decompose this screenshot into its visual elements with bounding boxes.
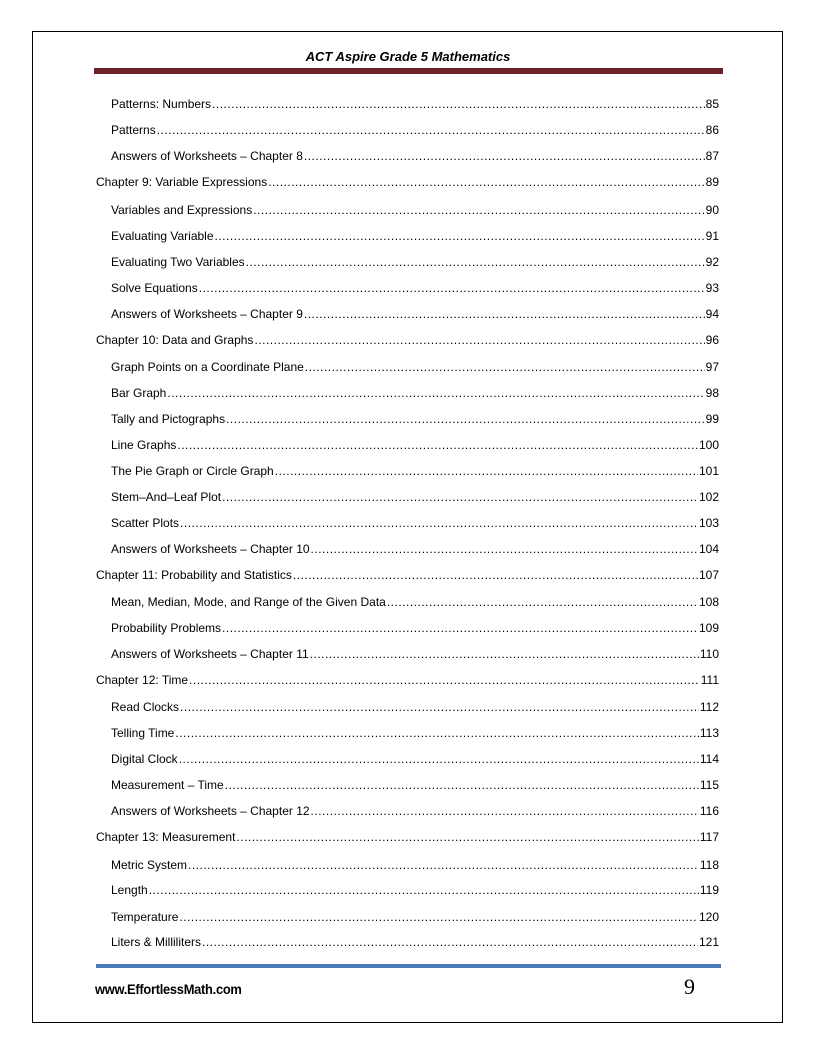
toc-dot-leader [268, 173, 704, 191]
toc-entry-page: 89 [705, 175, 719, 189]
toc-entry-title: Temperature [111, 910, 179, 924]
toc-section-entry[interactable] [111, 540, 719, 558]
toc-entry-title: Patterns: Numbers [111, 97, 212, 111]
toc-dot-leader [225, 776, 699, 794]
toc-entry-page: 114 [699, 752, 719, 766]
toc-entry-page: 102 [698, 490, 719, 504]
toc-dot-leader [199, 279, 705, 297]
toc-dot-leader [149, 881, 699, 899]
toc-entry-page: 104 [698, 542, 719, 556]
toc-entry-title: Metric System [111, 858, 188, 872]
toc-dot-leader [311, 802, 699, 820]
toc-section-entry[interactable] [111, 95, 719, 113]
toc-section-entry[interactable] [111, 305, 719, 323]
toc-entry-page: 116 [699, 804, 719, 818]
toc-dot-leader [157, 121, 705, 139]
toc-entry-title: Line Graphs [111, 438, 177, 452]
toc-dot-leader [202, 933, 698, 951]
toc-entry-title: Answers of Worksheets – Chapter 9 [111, 307, 303, 321]
toc-chapter-entry[interactable] [96, 828, 719, 846]
toc-dot-leader [179, 908, 698, 926]
toc-dot-leader [167, 384, 704, 402]
toc-section-entry[interactable] [111, 645, 719, 663]
toc-entry-page: 103 [698, 516, 719, 530]
toc-entry-title: Answers of Worksheets – Chapter 11 [111, 647, 309, 661]
toc-dot-leader [222, 619, 698, 637]
toc-entry-title: Length [111, 883, 148, 897]
toc-entry-title: Read Clocks [111, 700, 180, 714]
toc-entry-page: 107 [698, 568, 719, 582]
toc-entry-page: 100 [698, 438, 719, 452]
toc-section-entry[interactable] [111, 933, 719, 951]
toc-entry-page: 111 [700, 673, 719, 687]
toc-dot-leader [275, 462, 698, 480]
toc-dot-leader [387, 593, 698, 611]
toc-section-entry[interactable] [111, 619, 719, 637]
toc-entry-title: Scatter Plots [111, 516, 180, 530]
page-header-title: ACT Aspire Grade 5 Mathematics [305, 49, 511, 64]
toc-dot-leader [179, 750, 699, 768]
toc-dot-leader [305, 358, 705, 376]
toc-chapter-entry[interactable] [96, 331, 719, 349]
footer-website[interactable]: www.EffortlessMath.com [95, 981, 242, 997]
toc-dot-leader [311, 540, 698, 558]
toc-section-entry[interactable] [111, 593, 719, 611]
toc-entry-title: Measurement – Time [111, 778, 224, 792]
toc-section-entry[interactable] [111, 227, 719, 245]
toc-dot-leader [180, 698, 699, 716]
toc-section-entry[interactable] [111, 908, 719, 926]
toc-section-entry[interactable] [111, 279, 719, 297]
toc-dot-leader [177, 436, 698, 454]
toc-entry-page: 121 [698, 935, 719, 949]
toc-entry-title: Solve Equations [111, 281, 198, 295]
toc-entry-title: Chapter 13: Measurement [96, 830, 236, 844]
toc-entry-title: Mean, Median, Mode, and Range of the Given Data [111, 595, 386, 609]
toc-entry-title: Bar Graph [111, 386, 167, 400]
toc-entry-title: Variables and Expressions [111, 203, 253, 217]
toc-dot-leader [293, 566, 698, 584]
toc-dot-leader [189, 671, 700, 689]
toc-entry-page: 87 [705, 149, 719, 163]
toc-section-entry[interactable] [111, 358, 719, 376]
toc-dot-leader [254, 331, 704, 349]
toc-section-entry[interactable] [111, 802, 719, 820]
toc-entry-page: 92 [705, 255, 719, 269]
toc-entry-title: Chapter 10: Data and Graphs [96, 333, 254, 347]
header-divider [94, 68, 723, 74]
toc-dot-leader [222, 488, 698, 506]
toc-dot-leader [253, 201, 704, 219]
toc-section-entry[interactable] [111, 410, 719, 428]
toc-entry-title: Answers of Worksheets – Chapter 10 [111, 542, 310, 556]
toc-entry-title: Evaluating Variable [111, 229, 214, 243]
toc-dot-leader [236, 828, 698, 846]
toc-entry-page: 118 [699, 858, 719, 872]
toc-entry-page: 91 [705, 229, 719, 243]
toc-dot-leader [226, 410, 705, 428]
toc-section-entry[interactable] [111, 384, 719, 402]
toc-dot-leader [310, 645, 699, 663]
toc-entry-page: 94 [705, 307, 719, 321]
toc-entry-title: Patterns [111, 123, 156, 137]
toc-section-entry[interactable] [111, 724, 719, 742]
toc-entry-page: 93 [705, 281, 719, 295]
toc-entry-page: 113 [699, 726, 719, 740]
toc-section-entry[interactable] [111, 147, 719, 165]
toc-entry-page: 98 [705, 386, 719, 400]
toc-entry-title: Answers of Worksheets – Chapter 12 [111, 804, 310, 818]
toc-entry-page: 96 [705, 333, 719, 347]
toc-entry-page: 99 [705, 412, 719, 426]
toc-section-entry[interactable] [111, 750, 719, 768]
toc-dot-leader [212, 95, 705, 113]
toc-entry-title: Liters & Milliliters [111, 935, 202, 949]
toc-section-entry[interactable] [111, 436, 719, 454]
toc-entry-page: 86 [705, 123, 719, 137]
toc-section-entry[interactable] [111, 698, 719, 716]
toc-entry-title: Chapter 11: Probability and Statistics [96, 568, 292, 582]
toc-chapter-entry[interactable] [96, 671, 719, 689]
toc-section-entry[interactable] [111, 514, 719, 532]
toc-dot-leader [304, 147, 705, 165]
toc-entry-title: Digital Clock [111, 752, 178, 766]
toc-entry-page: 97 [705, 360, 719, 374]
toc-entry-title: Answers of Worksheets – Chapter 8 [111, 149, 303, 163]
toc-entry-page: 110 [699, 647, 719, 661]
toc-entry-page: 120 [698, 910, 719, 924]
toc-section-entry[interactable] [111, 201, 719, 219]
toc-section-entry[interactable] [111, 776, 719, 794]
toc-dot-leader [246, 253, 705, 271]
toc-dot-leader [180, 514, 698, 532]
toc-entry-title: Telling Time [111, 726, 175, 740]
toc-chapter-entry[interactable] [96, 566, 719, 584]
toc-section-entry[interactable] [111, 462, 719, 480]
toc-dot-leader [304, 305, 705, 323]
footer-divider [96, 964, 721, 968]
toc-entry-title: Graph Points on a Coordinate Plane [111, 360, 304, 374]
toc-dot-leader [215, 227, 705, 245]
toc-entry-title: Stem–And–Leaf Plot [111, 490, 222, 504]
toc-entry-title: Probability Problems [111, 621, 222, 635]
toc-section-entry[interactable] [111, 488, 719, 506]
toc-section-entry[interactable] [111, 881, 719, 899]
toc-entry-title: Evaluating Two Variables [111, 255, 245, 269]
page-number: 9 [684, 974, 695, 999]
toc-entry-page: 85 [705, 97, 719, 111]
toc-entry-page: 109 [698, 621, 719, 635]
toc-entry-page: 90 [705, 203, 719, 217]
toc-entry-title: Chapter 9: Variable Expressions [96, 175, 268, 189]
toc-dot-leader [188, 856, 699, 874]
toc-entry-page: 115 [699, 778, 719, 792]
toc-entry-page: 117 [699, 830, 719, 844]
toc-section-entry[interactable] [111, 253, 719, 271]
toc-entry-page: 119 [699, 883, 719, 897]
toc-entry-title: The Pie Graph or Circle Graph [111, 464, 274, 478]
toc-entry-page: 112 [699, 700, 719, 714]
toc-entry-page: 108 [698, 595, 719, 609]
toc-chapter-entry[interactable] [96, 173, 719, 191]
toc-entry-page: 101 [698, 464, 719, 478]
toc-entry-title: Chapter 12: Time [96, 673, 189, 687]
toc-section-entry[interactable] [111, 121, 719, 139]
toc-dot-leader [175, 724, 699, 742]
toc-section-entry[interactable] [111, 856, 719, 874]
toc-entry-title: Tally and Pictographs [111, 412, 226, 426]
